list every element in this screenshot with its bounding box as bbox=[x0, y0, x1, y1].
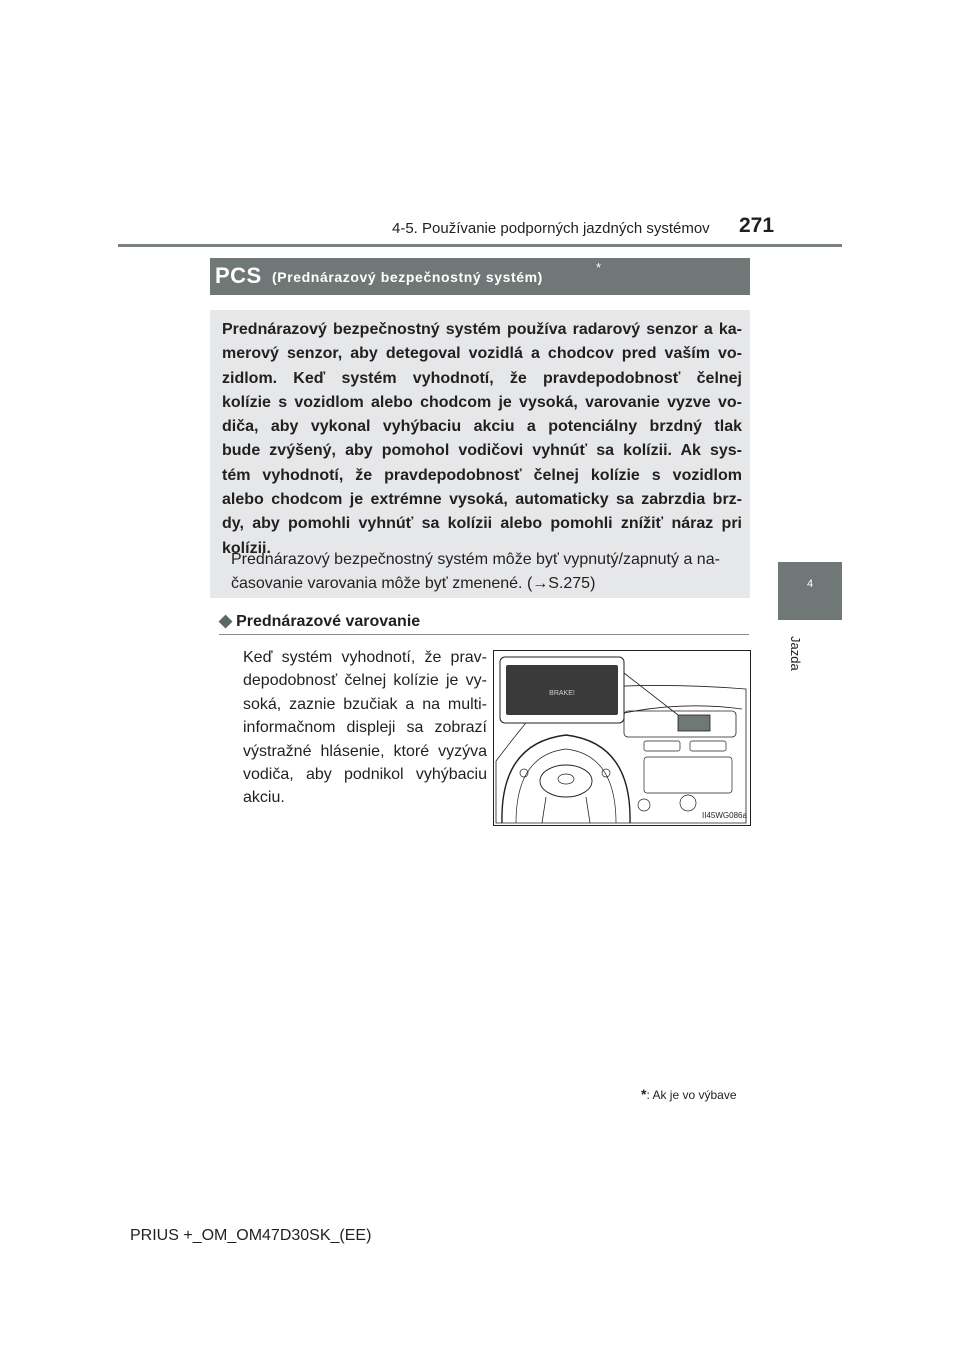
chapter-tab bbox=[778, 562, 842, 620]
intro-note bbox=[231, 548, 743, 595]
footer-doc-id: PRIUS +_OM_OM47D30SK_(EE) bbox=[130, 1227, 372, 1244]
chapter-number: 4 bbox=[806, 578, 814, 590]
body-text bbox=[243, 646, 487, 810]
subsection-heading-text: Prednárazové varovanie bbox=[236, 613, 421, 630]
note-line: Prednárazový bezpečnostný systém môže byť vypnutý/zapnutý a na- bbox=[231, 551, 720, 568]
intro-line: kolízii. bbox=[222, 539, 271, 557]
left-vent bbox=[644, 741, 680, 751]
intro-line: diča, aby vykonal vyhýbaciu akciu a potenciálny brzdný tlak bbox=[222, 418, 742, 436]
body-line: soká, zaznie bzučiak a na multi- bbox=[243, 695, 487, 713]
intro-box bbox=[210, 310, 750, 598]
steering-emblem bbox=[558, 774, 574, 784]
intro-line: bude zvýšený, aby pomohol vodičovi vyhnúť sa kolízii. Ak sys- bbox=[222, 442, 742, 460]
steering-wheel bbox=[502, 735, 630, 823]
diamond-icon: ◆ bbox=[219, 611, 233, 630]
steering-hub bbox=[540, 765, 592, 797]
footnote-text: : Ak je vo výbave bbox=[646, 1088, 737, 1102]
body-line: akciu. bbox=[243, 789, 285, 807]
right-vent bbox=[690, 741, 726, 751]
subsection-rule bbox=[219, 634, 749, 635]
body-line: depodobnosť čelnej kolízie je vy- bbox=[243, 672, 487, 690]
intro-line: kolízie s vozidlom alebo chodcom je vysoká, varovanie vyzve vo- bbox=[222, 393, 742, 411]
title-main: PCS bbox=[215, 263, 262, 288]
footnote-asterisk: * bbox=[641, 1086, 647, 1102]
title-sub: (Prednárazový bezpečnostný systém) bbox=[272, 269, 543, 285]
footnote bbox=[641, 1086, 737, 1102]
center-knob bbox=[680, 795, 696, 811]
dashboard-drawing bbox=[494, 651, 750, 825]
dash-top-line bbox=[624, 706, 742, 713]
intro-line: dy, aby pomohli vyhnúť sa kolízii alebo pomohli znížiť náraz pri bbox=[222, 515, 742, 533]
body-line: vodiča, aby podnikol vyhýbaciu bbox=[243, 766, 487, 784]
brake-message: BRAKE! bbox=[549, 690, 575, 697]
body-line: informačnom displeji sa zobrazí bbox=[243, 719, 487, 737]
body-line: výstražné hlásenie, ktoré vyzýva bbox=[243, 742, 487, 760]
header-rule bbox=[118, 244, 842, 247]
intro-bold-text bbox=[222, 318, 742, 561]
title-asterisk: * bbox=[596, 260, 602, 275]
page-number: 271 bbox=[739, 214, 775, 237]
center-display-screen bbox=[678, 715, 710, 731]
intro-line: alebo chodcom je extrémne vysoká, automaticky sa zabrzdia brz- bbox=[222, 491, 742, 509]
figure-code: II45WG086a bbox=[702, 811, 747, 820]
intro-line: zidlom. Keď systém vyhodnotí, že pravdepodobnosť čelnej bbox=[222, 369, 742, 387]
column-right bbox=[586, 797, 590, 823]
section-title-bar bbox=[210, 258, 750, 295]
wheel-button-right bbox=[602, 769, 610, 777]
intro-line: Prednárazový bezpečnostný systém používa radarový senzor a ka- bbox=[222, 321, 742, 338]
intro-line: tém vyhodnotí, že pravdepodobnosť čelnej kolízie s vozidlom bbox=[222, 466, 742, 484]
header-section-title: 4-5. Používanie podporných jazdných systémov bbox=[392, 220, 710, 237]
subsection-heading bbox=[219, 611, 420, 631]
center-stack bbox=[644, 757, 732, 793]
chapter-label: Jazda bbox=[788, 636, 803, 671]
body-line: Keď systém vyhodnotí, že prav- bbox=[243, 649, 487, 666]
note-line: časovanie varovania môže byť zmenené. (→S.275) bbox=[231, 574, 596, 592]
dashboard-illustration bbox=[493, 650, 751, 826]
shift-knob bbox=[638, 799, 650, 811]
steering-wheel-inner bbox=[516, 749, 616, 823]
intro-line: merový senzor, aby detegoval vozidlá a chodcov pred vaším vo- bbox=[222, 345, 742, 363]
column-left bbox=[542, 797, 546, 823]
